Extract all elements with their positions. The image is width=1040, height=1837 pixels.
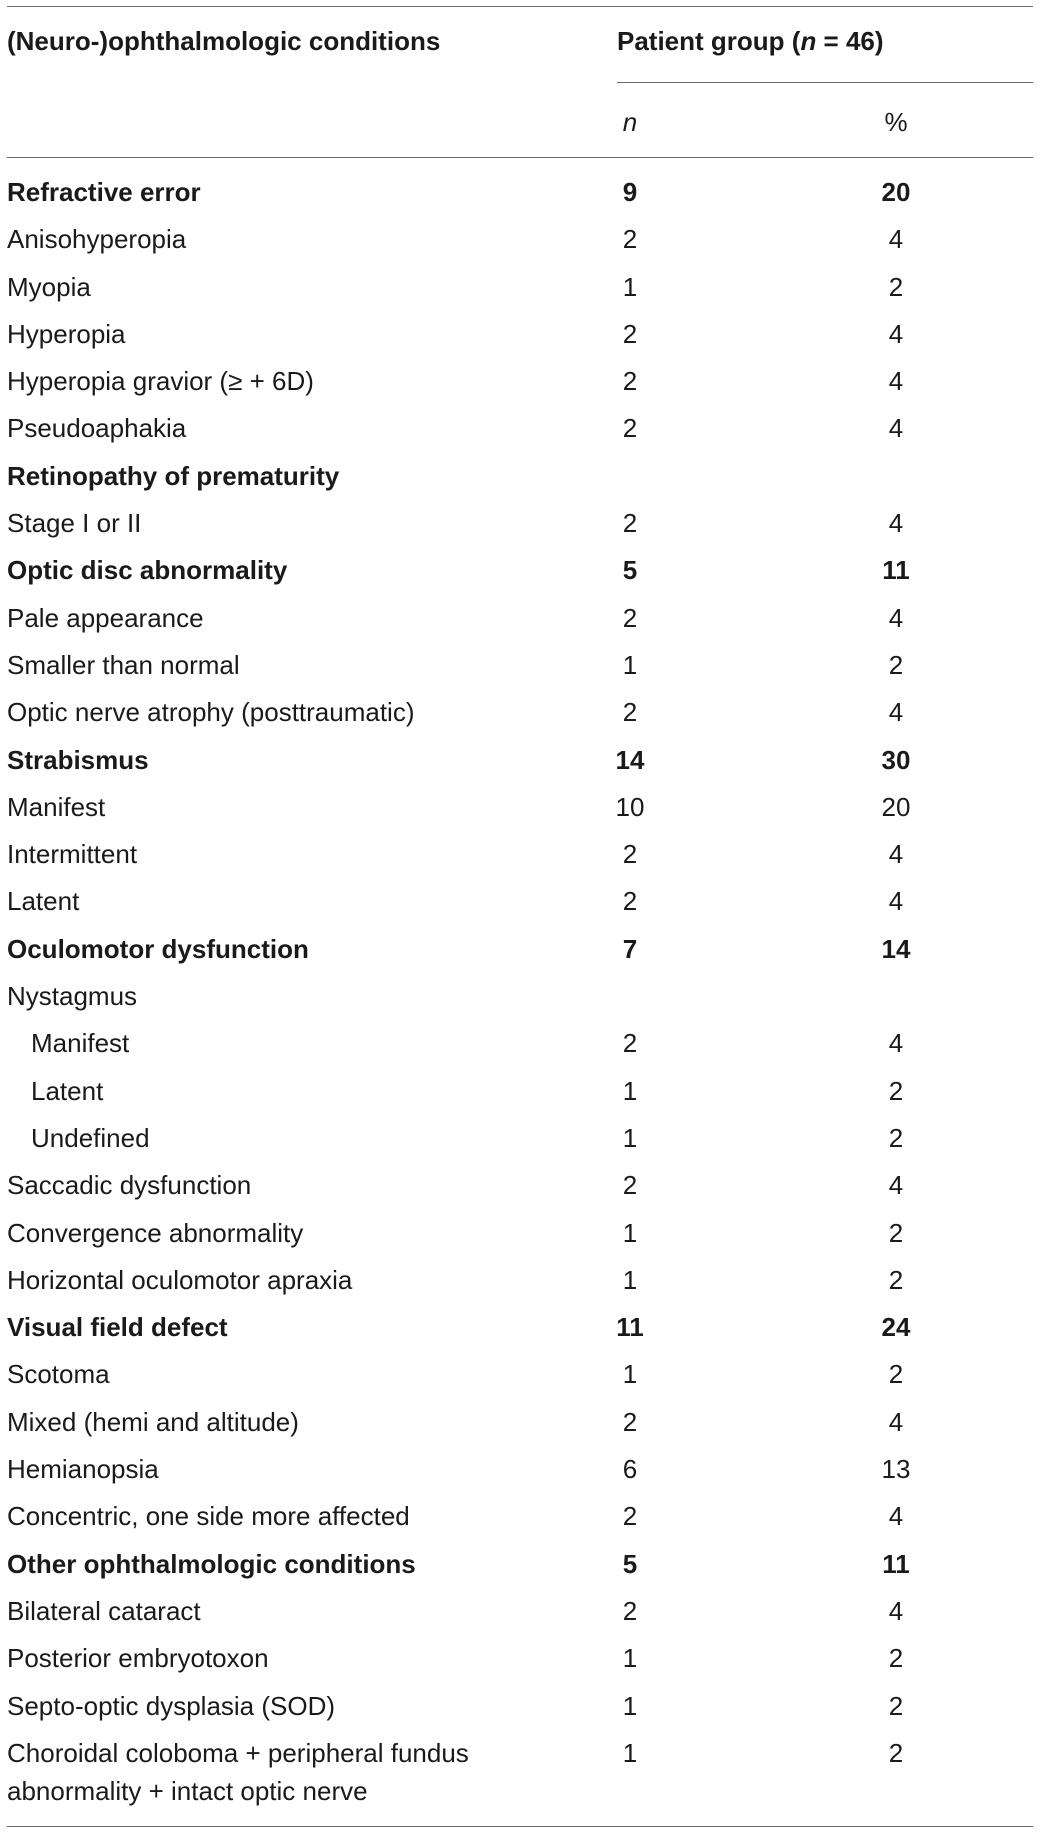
row-n: 2 [622,1406,638,1437]
row-percent: 2 [888,1122,904,1153]
row-label: Manifest [31,1028,130,1059]
table-row [0,1308,1040,1355]
table-row [0,173,1040,220]
row-label: Pseudoaphakia [7,413,187,444]
row-n: 1 [622,1075,638,1106]
row-n: 1 [622,1359,638,1390]
row-n: 2 [622,1595,638,1626]
row-n: 2 [622,1028,638,1059]
row-label: Stage I or II [7,508,142,539]
row-percent: 4 [888,839,904,870]
row-n: 1 [622,1643,638,1674]
table-row [0,977,1040,1024]
row-label: Convergence abnormality [7,1217,304,1248]
row-label: Refractive error [7,177,201,207]
row-label: Hyperopia gravior (≥ + 6D) [7,366,314,397]
row-n: 1 [622,1264,638,1295]
row-label: Bilateral cataract [7,1595,201,1626]
row-n: 2 [622,839,638,870]
row-percent: 2 [888,1217,904,1248]
table-row [0,599,1040,646]
row-label: Concentric, one side more affected [7,1501,410,1532]
row-label: Smaller than normal [7,649,240,680]
row-label: Myopia [7,271,91,302]
row-percent: 4 [888,1501,904,1532]
row-percent: 4 [888,366,904,397]
row-n: 1 [622,1737,638,1768]
row-n: 2 [622,602,638,633]
row-n: 9 [622,177,638,207]
table-row [0,1261,1040,1308]
header-var: n [800,26,817,56]
subheader-percent: % [884,107,908,137]
row-n: 1 [622,271,638,302]
table-row [0,551,1040,598]
row-label: Anisohyperopia [7,224,187,255]
row-percent: 4 [888,697,904,728]
table-row [0,741,1040,788]
subheader-n: n [622,107,638,137]
row-label: Hemianopsia [7,1454,159,1485]
row-n: 11 [616,1312,644,1343]
table-row [0,1687,1040,1734]
table-row [0,882,1040,929]
row-label: Pale appearance [7,602,204,633]
table-row [0,1497,1040,1544]
row-label: Septo-optic dysplasia (SOD) [7,1690,336,1721]
row-percent: 14 [881,933,911,964]
table-row [0,1024,1040,1071]
column-header-patient-group [617,26,884,56]
table-row [0,1639,1040,1686]
row-label: Intermittent [7,839,138,870]
header-rule [7,157,1033,158]
row-label: Saccadic dysfunction [7,1170,252,1201]
row-percent: 2 [888,1690,904,1721]
row-label: Nystagmus [7,981,138,1012]
row-percent: 4 [888,886,904,917]
row-label: Latent [31,1075,104,1106]
table-row [0,362,1040,409]
row-n: 6 [622,1454,638,1485]
table-row [0,930,1040,977]
row-n: 2 [622,1170,638,1201]
row-n: 2 [622,366,638,397]
table-row [0,315,1040,362]
row-n: 1 [622,649,638,680]
table-row [0,1545,1040,1592]
row-label: Other ophthalmologic conditions [7,1548,416,1579]
table-row [0,835,1040,882]
table-row [0,1592,1040,1639]
row-n: 2 [622,886,638,917]
table-row [0,1119,1040,1166]
row-label: Strabismus [7,744,149,775]
table-row [0,1450,1040,1497]
row-n: 1 [622,1690,638,1721]
row-label: Mixed (hemi and altitude) [7,1406,299,1437]
row-percent: 24 [881,1312,911,1343]
row-n: 1 [622,1217,638,1248]
row-n: 1 [622,1122,638,1153]
table-row [0,1403,1040,1450]
table-row [0,693,1040,740]
row-percent: 2 [888,1737,904,1768]
row-percent: 2 [888,1359,904,1390]
table-row [0,409,1040,456]
row-percent: 2 [888,649,904,680]
header-suffix: = 46) [816,26,884,56]
row-percent: 4 [888,1170,904,1201]
row-n: 10 [615,791,645,822]
row-label: Latent [7,886,80,917]
table-row [0,1072,1040,1119]
row-percent: 20 [881,791,911,822]
table-row [0,457,1040,504]
table-row [0,1214,1040,1261]
row-label: Optic nerve atrophy (posttraumatic) [7,697,415,728]
row-n: 5 [622,1548,638,1579]
table-row [0,220,1040,267]
row-n: 7 [622,933,638,964]
row-percent: 13 [881,1454,911,1485]
row-label: Choroidal coloboma + peripheral fundus abnormality + intact optic nerve [7,1737,469,1806]
row-n: 2 [622,508,638,539]
row-n: 2 [622,413,638,444]
top-rule [7,6,1033,7]
row-percent: 4 [888,1406,904,1437]
row-n: 2 [622,697,638,728]
table-row [0,646,1040,693]
header-prefix: Patient group ( [617,26,801,56]
row-label: Oculomotor dysfunction [7,933,309,964]
table-row [0,1734,1040,1814]
row-n: 2 [622,224,638,255]
row-label: Manifest [7,791,106,822]
row-label: Optic disc abnormality [7,555,288,586]
row-n: 2 [622,318,638,349]
row-label: Horizontal oculomotor apraxia [7,1264,353,1295]
row-label: Undefined [31,1122,150,1153]
row-percent: 11 [882,1548,910,1579]
table-row [0,268,1040,315]
row-percent: 20 [881,177,911,207]
row-percent: 2 [888,1075,904,1106]
row-percent: 11 [882,555,910,586]
table-row [0,1355,1040,1402]
row-percent: 4 [888,602,904,633]
subheader-rule [617,82,1033,83]
row-label: Posterior embryotoxon [7,1643,269,1674]
column-header-conditions: (Neuro-)ophthalmologic conditions [7,26,441,56]
row-percent: 2 [888,271,904,302]
row-label: Scotoma [7,1359,110,1390]
row-percent: 4 [888,318,904,349]
table-row [0,504,1040,551]
row-percent: 4 [888,224,904,255]
row-percent: 30 [881,744,911,775]
row-percent: 4 [888,1028,904,1059]
row-n: 5 [622,555,638,586]
row-percent: 2 [888,1643,904,1674]
row-percent: 4 [888,1595,904,1626]
row-label: Retinopathy of prematurity [7,460,340,491]
table-row [0,1166,1040,1213]
row-percent: 4 [888,508,904,539]
row-n: 14 [615,744,645,775]
row-percent: 4 [888,413,904,444]
row-percent: 2 [888,1264,904,1295]
row-n: 2 [622,1501,638,1532]
row-label: Hyperopia [7,318,126,349]
row-label: Visual field defect [7,1312,228,1343]
table-row [0,788,1040,835]
bottom-rule [7,1826,1033,1827]
table-body [0,173,1040,1814]
